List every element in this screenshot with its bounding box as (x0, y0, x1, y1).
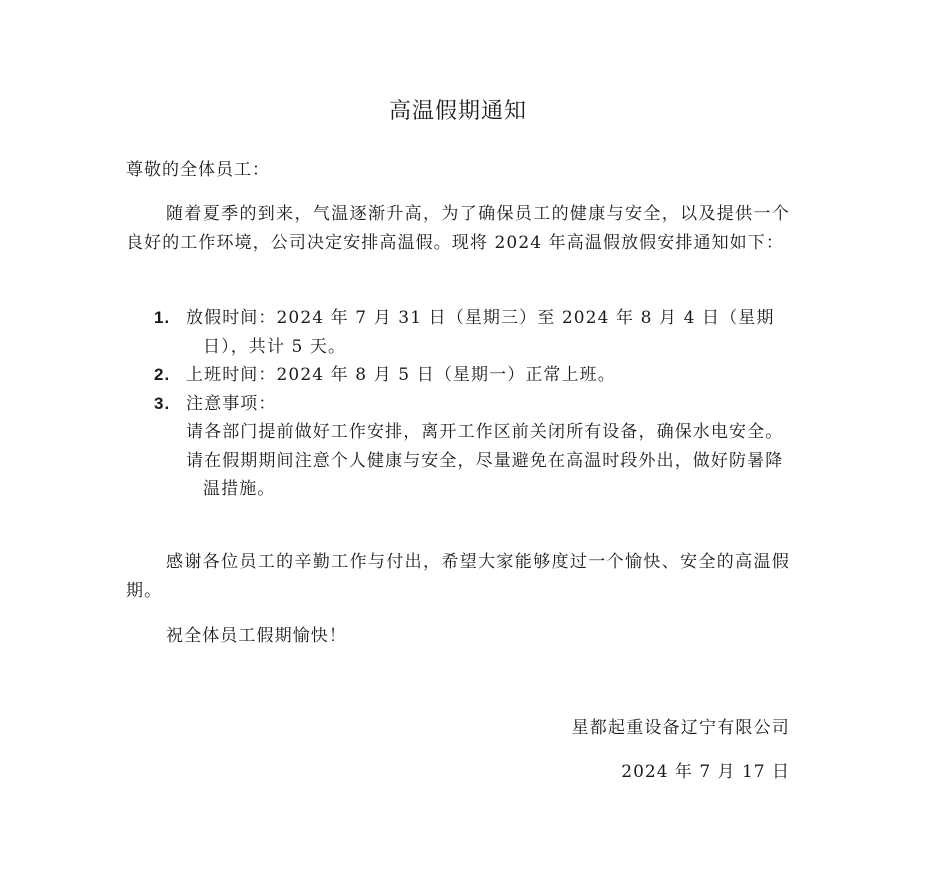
arrangement-list (154, 304, 790, 504)
thanks-paragraph: 感谢各位员工的辛勤工作与付出，希望大家能够度过一个愉快、安全的高温假期。 (126, 552, 790, 601)
notice-subitem: 请各部门提前做好工作安排，离开工作区前关闭所有设备，确保水电安全。 (186, 422, 784, 442)
list-item (154, 390, 790, 504)
list-item-text: 放假时间：2024 年 7 月 31 日（星期三）至 2024 年 8 月 4 日（星期日），共计 5 天。 (186, 308, 775, 357)
notice-subitem: 请在假期期间注意个人健康与安全，尽量避免在高温时段外出，做好防暑降温措施。 (186, 450, 784, 499)
salutation: 尊敬的全体员工： (126, 160, 270, 180)
list-item (154, 304, 790, 361)
list-item-number: 2. (154, 365, 171, 384)
list-item-number: 1. (154, 308, 171, 327)
list-item-text: 上班时间：2024 年 8 月 5 日（星期一）正常上班。 (186, 365, 616, 385)
page-title: 高温假期通知 (388, 99, 527, 124)
company-signature: 星都起重设备辽宁有限公司 (571, 718, 790, 738)
list-item-number: 3. (154, 393, 171, 413)
list-item-text: 注意事项： (186, 393, 277, 414)
notice-date: 2024 年 7 月 17 日 (621, 762, 790, 782)
intro-paragraph: 随着夏季的到来，气温逐渐升高，为了确保员工的健康与安全，以及提供一个良好的工作环境，公司决定安排高温假。现将 2024 年高温假放假安排通知如下： (126, 204, 790, 253)
wish-paragraph: 祝全体员工假期愉快！ (166, 626, 347, 646)
list-item (154, 361, 790, 390)
